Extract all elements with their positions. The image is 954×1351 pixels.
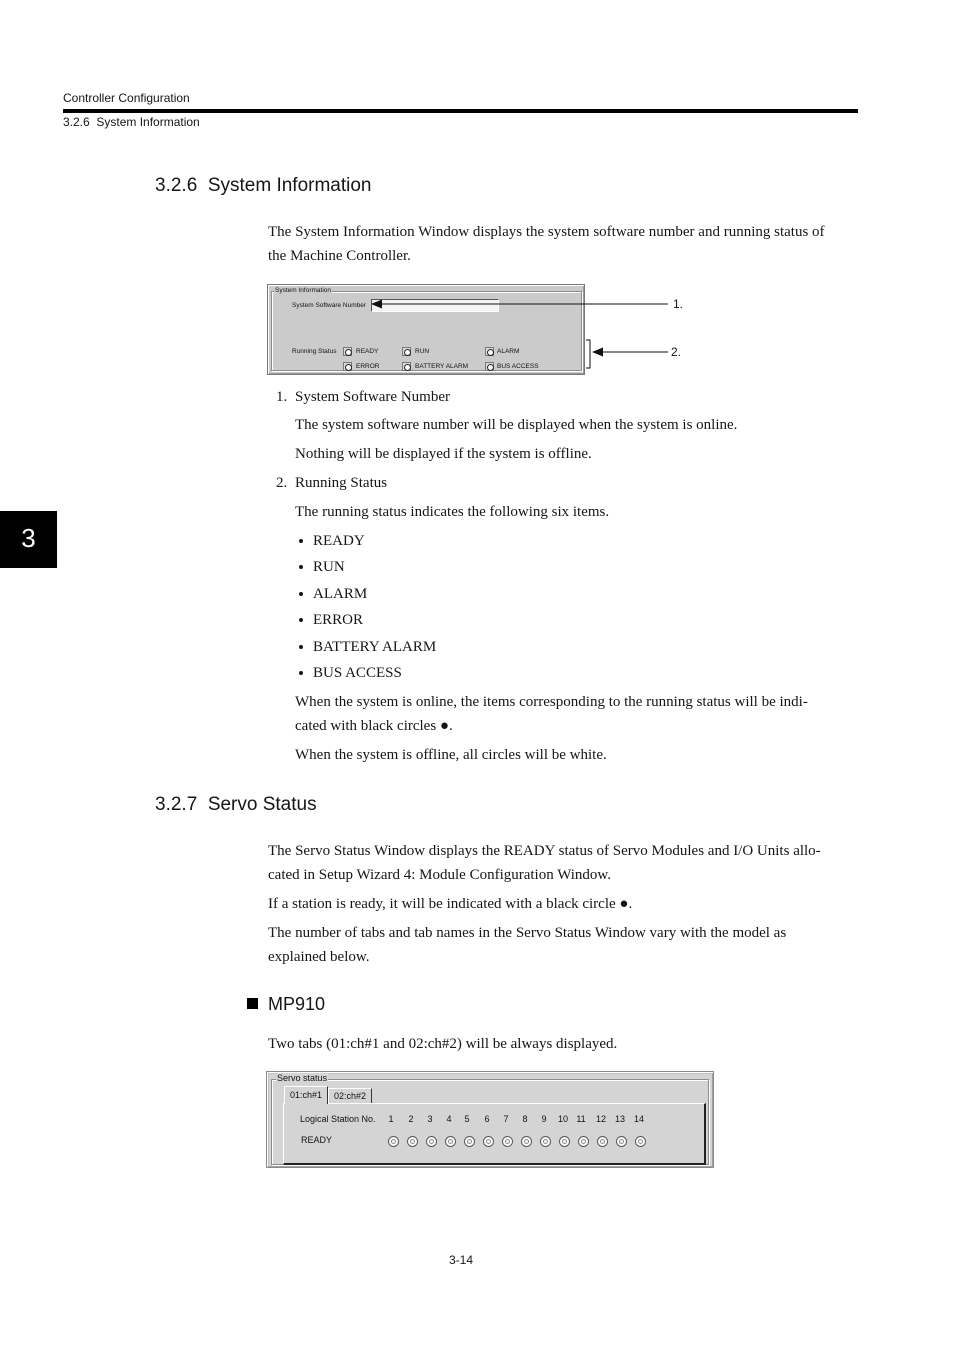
status-indicator-icon <box>402 362 411 371</box>
station-number: 7 <box>503 1114 509 1124</box>
intro-line: The System Information Window displays the system software number and running status of <box>268 224 825 240</box>
list-item-text: When the system is online, the items corresponding to the running status will be indi- <box>295 694 808 710</box>
list-item-text: The system software number will be displayed when the system is online. <box>295 417 738 433</box>
intro-line: If a station is ready, it will be indicated with a black circle ●. <box>268 896 633 912</box>
station-number: 5 <box>464 1114 470 1124</box>
list-item-text: The running status indicates the following six items. <box>295 504 610 520</box>
status-indicator-icon <box>485 362 494 371</box>
station-number: 6 <box>484 1114 490 1124</box>
intro-line: The Servo Status Window displays the READY status of Servo Modules and I/O Units allo- <box>268 843 821 859</box>
intro-line: explained below. <box>268 949 370 965</box>
status-indicator-icon <box>343 347 352 356</box>
bullet-item: ERROR <box>313 612 364 628</box>
ready-indicator-icon <box>464 1136 475 1147</box>
ready-indicator-icon <box>483 1136 494 1147</box>
ready-indicator-icon <box>407 1136 418 1147</box>
chapter-tab: 3 <box>0 511 57 568</box>
group-box-title: Servo status <box>277 1073 328 1083</box>
ready-indicator-icon <box>388 1136 399 1147</box>
status-label-alarm: ALARM <box>497 348 520 355</box>
bullet-item: READY <box>313 533 365 549</box>
bullet-item: ALARM <box>313 586 368 602</box>
station-number: 10 <box>557 1114 568 1124</box>
list-item-number: 2. <box>276 475 288 491</box>
ready-indicator-icon <box>597 1136 608 1147</box>
tab-01-ch1: 01:ch#1 <box>284 1086 328 1104</box>
callout-2-arrowhead-icon <box>592 348 603 357</box>
tab-02-ch2: 02:ch#2 <box>328 1088 372 1103</box>
station-number: 12 <box>595 1114 606 1124</box>
intro-line: the Machine Controller. <box>268 248 411 264</box>
callout-2-bracket <box>586 340 590 368</box>
ready-indicator-icon <box>578 1136 589 1147</box>
station-number: 3 <box>427 1114 433 1124</box>
group-box-title: System Information <box>275 287 331 294</box>
ready-indicator-icon <box>616 1136 627 1147</box>
ready-indicator-icon <box>502 1136 513 1147</box>
list-item-title: System Software Number <box>295 389 450 405</box>
station-number: 13 <box>614 1114 625 1124</box>
servo-status-window-screenshot <box>266 1071 714 1168</box>
bullet-icon <box>299 618 303 622</box>
list-item-text: cated with black circles ●. <box>295 718 453 734</box>
section-heading-system-information: 3.2.6 System Information <box>155 175 372 196</box>
bullet-item: BUS ACCESS <box>313 665 402 681</box>
station-number: 2 <box>408 1114 414 1124</box>
square-bullet-icon <box>247 998 258 1009</box>
running-header-section: 3.2.6 System Information <box>63 115 200 129</box>
status-label-battery-alarm: BATTERY ALARM <box>415 363 469 370</box>
status-label-bus-access: BUS ACCESS <box>497 363 539 370</box>
running-status-label: Running Status <box>292 348 337 355</box>
status-label-ready: READY <box>356 348 379 355</box>
station-number: 8 <box>522 1114 528 1124</box>
running-header-chapter: Controller Configuration <box>63 91 190 105</box>
status-indicator-icon <box>343 362 352 371</box>
bullet-icon <box>299 539 303 543</box>
list-item-number: 1. <box>276 389 288 405</box>
bullet-item: RUN <box>313 559 345 575</box>
callout-label-1: 1. <box>673 297 684 311</box>
callout-label-2: 2. <box>671 345 682 359</box>
mp910-description: Two tabs (01:ch#1 and 02:ch#2) will be always displayed. <box>268 1036 618 1052</box>
list-item-title: Running Status <box>295 475 388 491</box>
list-item-text: When the system is offline, all circles will be white. <box>295 747 607 763</box>
ready-indicator-icon <box>635 1136 646 1147</box>
bullet-icon <box>299 645 303 649</box>
station-number: 1 <box>388 1114 394 1124</box>
status-label-run: RUN <box>415 348 430 355</box>
subsection-heading-mp910: MP910 <box>268 994 326 1014</box>
page-number: 3-14 <box>449 1253 474 1267</box>
bullet-item: BATTERY ALARM <box>313 639 437 655</box>
status-indicator-icon <box>402 347 411 356</box>
bullet-icon <box>299 592 303 596</box>
station-number: 14 <box>633 1114 644 1124</box>
ready-row-label: READY <box>301 1135 333 1145</box>
section-heading-servo-status: 3.2.7 Servo Status <box>155 794 317 815</box>
ready-indicator-icon <box>559 1136 570 1147</box>
station-number: 9 <box>541 1114 547 1124</box>
bullet-icon <box>299 671 303 675</box>
header-rule <box>63 109 858 113</box>
intro-line: cated in Setup Wizard 4: Module Configuration Window. <box>268 867 612 883</box>
system-information-window-screenshot <box>267 284 585 375</box>
station-number: 11 <box>576 1114 586 1124</box>
station-number: 4 <box>446 1114 452 1124</box>
status-label-error: ERROR <box>356 363 380 370</box>
ready-indicator-icon <box>540 1136 551 1147</box>
bullet-icon <box>299 565 303 569</box>
software-number-label: System Software Number <box>292 302 367 309</box>
intro-line: The number of tabs and tab names in the Servo Status Window vary with the model as <box>268 925 787 941</box>
status-indicator-icon <box>485 347 494 356</box>
tab-panel <box>283 1103 706 1165</box>
list-item-text: Nothing will be displayed if the system is offline. <box>295 446 592 462</box>
ready-indicator-icon <box>521 1136 532 1147</box>
ready-indicator-icon <box>445 1136 456 1147</box>
ready-indicator-icon <box>426 1136 437 1147</box>
software-number-field <box>371 299 499 312</box>
logical-station-label: Logical Station No. <box>300 1114 376 1124</box>
